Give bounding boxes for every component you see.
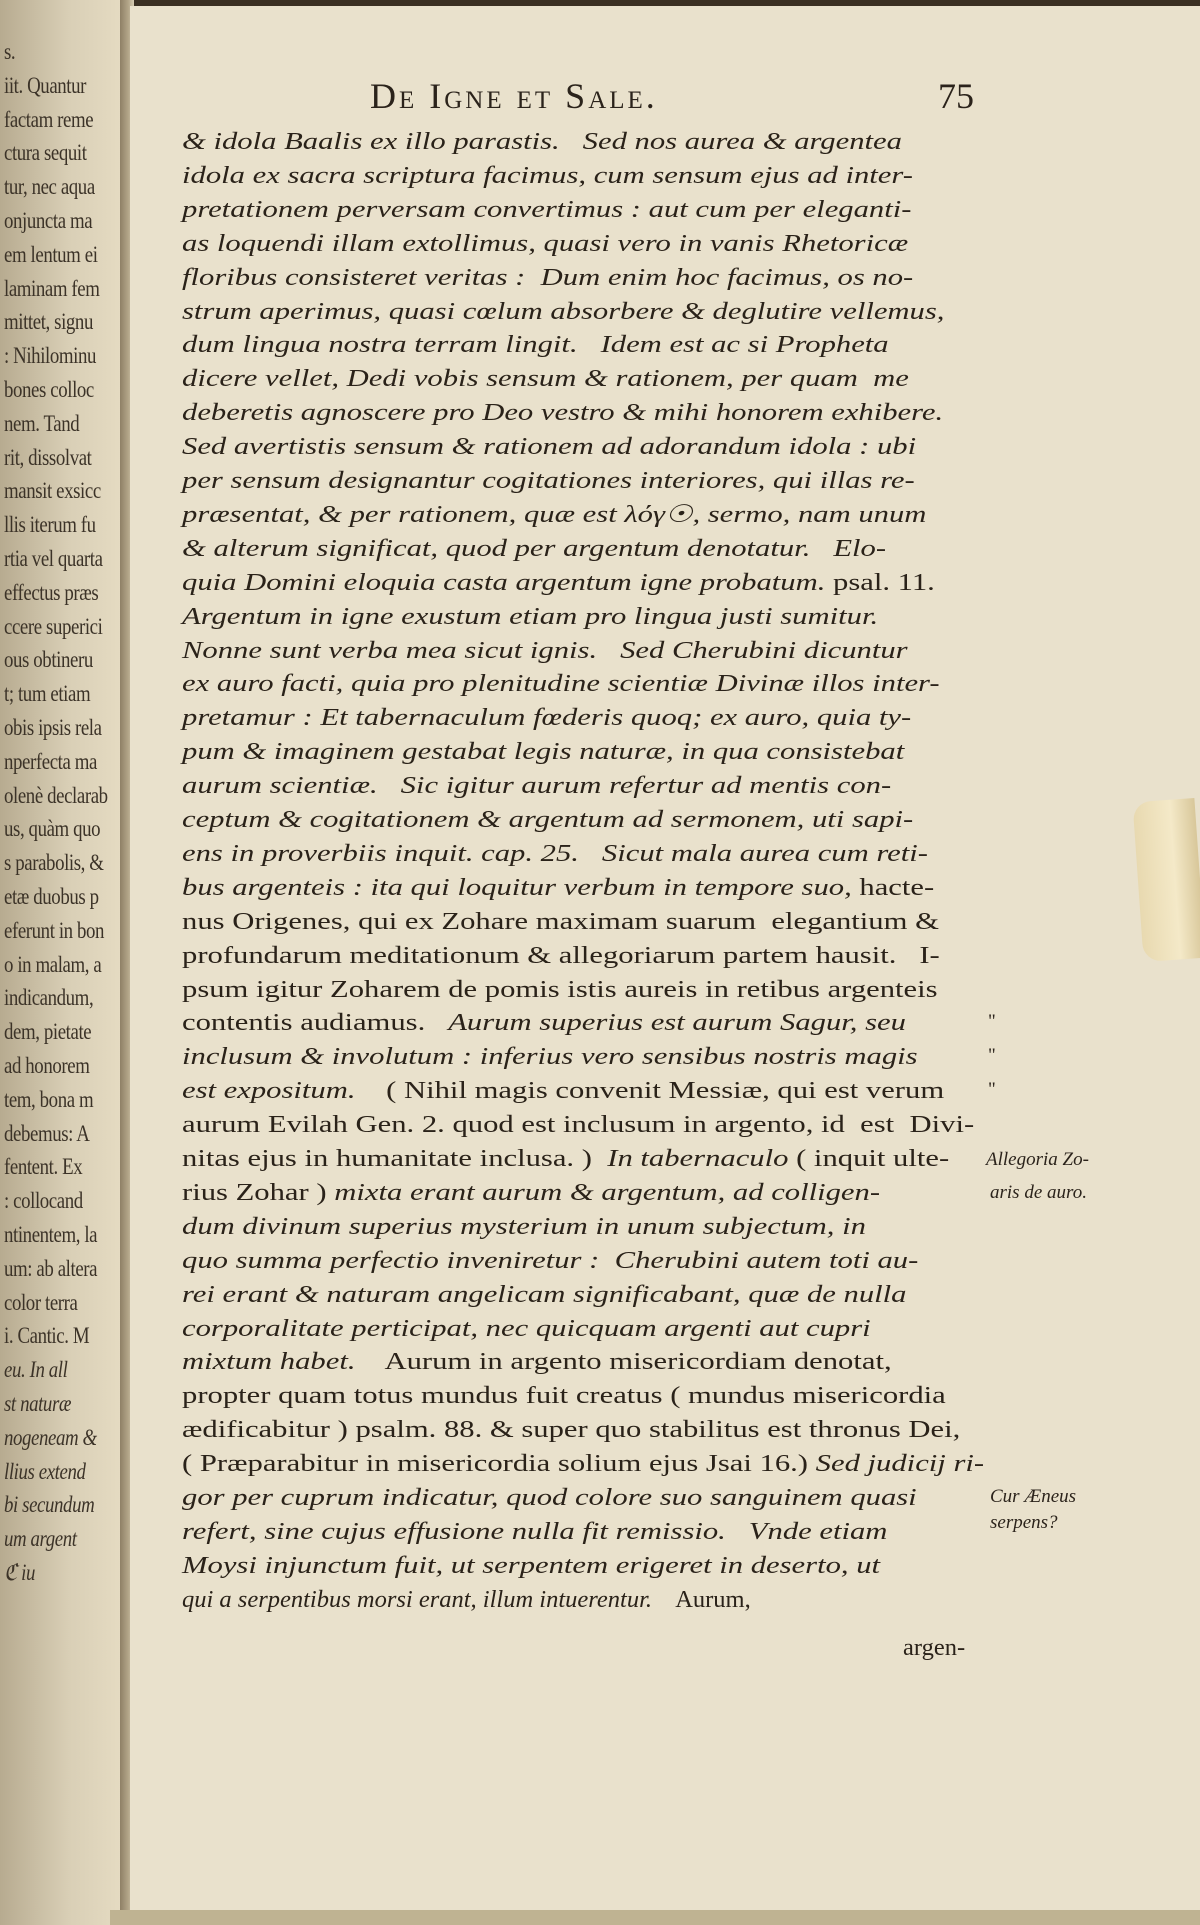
left-page-line: llis iterum fu — [4, 512, 96, 538]
text-line — [182, 740, 904, 765]
text-line — [182, 1212, 866, 1240]
text-line — [182, 297, 945, 325]
roman-text: profundarum meditationum & allegoriarum partem hausit. I- — [182, 941, 940, 969]
left-page-line: color terra — [4, 1289, 78, 1315]
roman-text: aurum Evilah Gen. 2. quod est inclusum in argento, id est Divi- — [182, 1111, 975, 1139]
text-line — [182, 263, 914, 291]
text-line — [182, 1551, 881, 1579]
italic-text: Sed avertistis sensum & rationem ad adorandum idola : ubi — [182, 433, 917, 461]
text-line — [182, 1585, 751, 1613]
italic-text: dum divinum superius mysterium in unum subjectum, in — [182, 1212, 866, 1240]
left-page-line: um argent — [4, 1526, 77, 1552]
italic-text: est expositum. — [182, 1077, 356, 1105]
italic-text: inclusum & involutum : inferius vero sensibus nostris magis — [182, 1043, 918, 1071]
text-line — [182, 401, 943, 426]
text-line — [182, 1384, 946, 1409]
left-page-line: st naturæ — [4, 1391, 72, 1416]
left-page-line: olenè declarab — [4, 782, 108, 808]
roman-text: nus Origenes, qui ex Zohare maximam suarum elegantium & — [182, 907, 939, 935]
italic-text: Argentum in igne exustum etiam pro lingua justi sumitur. — [182, 602, 879, 630]
quote-mark: " — [988, 1079, 996, 1100]
left-page-line: etæ duobus p — [4, 884, 99, 909]
left-page-line: s. — [4, 39, 16, 64]
left-page-line: laminam fem — [4, 275, 100, 301]
left-page-line: ℭ iu — [4, 1560, 36, 1585]
italic-text: pum & imaginem gestabat legis naturæ, in qua consistebat — [182, 738, 905, 766]
left-page-line: tem, bona m — [4, 1086, 94, 1112]
italic-text: quo summa perfectio inveniretur : Cherubini autem toti au- — [182, 1246, 919, 1274]
roman-text: hacte- — [851, 873, 935, 901]
text-line — [182, 1011, 906, 1036]
text-line — [182, 808, 913, 833]
text-line — [182, 672, 940, 697]
italic-text: Nonne sunt verba mea sicut ignis. Sed Cherubini dicuntur — [182, 636, 908, 664]
italic-text: Moysi injunctum fuit, ut serpentem erigeret in deserto, ut — [182, 1551, 881, 1579]
text-line — [182, 500, 927, 528]
italic-text: ens in proverbiis inquit. cap. 25. Sicut mala aurea cum reti- — [182, 839, 928, 867]
roman-text: ( inquit ulte- — [788, 1145, 950, 1172]
left-page-line: debemus: A — [4, 1120, 90, 1146]
roman-text: psum igitur Zoharem de pomis istis aureis in retibus argenteis — [182, 975, 938, 1003]
text-line — [182, 367, 909, 392]
text-line — [182, 1486, 917, 1511]
text-line — [182, 1280, 907, 1308]
italic-text: Aurum superius est aurum Sagur, seu — [448, 1009, 906, 1037]
left-page-line: o in malam, a — [4, 951, 102, 977]
left-page-line: mansit exsicc — [4, 478, 101, 504]
text-line — [182, 975, 938, 1003]
text-line — [182, 435, 916, 460]
italic-text: mixta erant aurum & argentum, ad colligen- — [334, 1178, 881, 1206]
italic-text: corporalitate perticipat, nec quicquam argenti aut cupri — [182, 1314, 871, 1342]
left-page-line: indicandum, — [4, 985, 94, 1011]
text-line — [182, 1079, 944, 1104]
italic-text: dum lingua nostra terram lingit. Idem est ac si Propheta — [182, 331, 889, 359]
page-number: 75 — [938, 76, 974, 116]
left-page-line: rtia vel quarta — [4, 546, 103, 571]
page-bottom-edge — [110, 1910, 1200, 1925]
roman-text: psal. 11. — [825, 568, 935, 596]
italic-text: mixtum habet. — [182, 1348, 356, 1376]
left-page-line: nem. Tand — [4, 410, 80, 436]
left-page-line: nperfecta ma — [4, 748, 97, 774]
text-line — [182, 195, 912, 223]
left-page-line: i. Cantic. M — [4, 1323, 90, 1349]
left-page-line: em lentum ei — [4, 241, 98, 267]
italic-text: pretationem perversam convertimus : aut cum per eleganti- — [182, 195, 912, 223]
italic-text: & alterum significat, quod per argentum denotatur. Elo- — [182, 534, 887, 562]
left-page-line: ad honorem — [4, 1053, 90, 1078]
text-line — [182, 534, 887, 562]
text-line — [182, 1350, 892, 1375]
text-line — [182, 1178, 881, 1206]
text-line — [182, 1147, 949, 1172]
italic-text: refert, sine cujus effusione nulla fit remissio. Vnde etiam — [182, 1517, 888, 1545]
running-head: De Igne et Sale. — [370, 76, 658, 116]
left-page-line: effectus præs — [4, 579, 99, 605]
text-line — [182, 774, 891, 799]
text-line — [182, 1452, 984, 1477]
left-page-line: nogeneam & — [4, 1424, 97, 1450]
left-page-line: ous obtineru — [4, 647, 93, 673]
italic-text: deberetis agnoscere pro Deo vestro & mihi honorem exhibere. — [182, 399, 944, 427]
italic-text: Sed judicij ri- — [808, 1450, 985, 1478]
text-line — [182, 1113, 974, 1138]
margin-note-aeneus: Cur Æneus — [990, 1486, 1077, 1507]
left-page-line: : collocand — [4, 1188, 83, 1214]
left-page-line: s parabolis, & — [4, 850, 104, 876]
roman-text: nitas ejus in humanitate inclusa. ) — [182, 1145, 608, 1172]
italic-text: as loquendi illam extollimus, quasi vero in vanis Rhetoricæ — [182, 229, 909, 257]
italic-text: præsentat, & per rationem, quæ est λόγ☉, sermo, nam unum — [182, 500, 927, 528]
margin-note-allegoria-2: aris de auro. — [990, 1182, 1087, 1203]
text-line — [182, 636, 908, 664]
roman-text: propter quam totus mundus fuit creatus ( mundus misericordia — [182, 1382, 946, 1410]
margin-note-allegoria: Allegoria Zo- — [986, 1149, 1089, 1170]
italic-text: quia Domini eloquia casta argentum igne probatum. — [182, 568, 826, 596]
left-page-line: iit. Quantur — [4, 72, 87, 98]
text-line — [182, 1517, 888, 1545]
text-line — [182, 229, 909, 257]
italic-text: pretamur : Et tabernaculum fœderis quoq; ex auro, quia ty- — [182, 704, 912, 732]
text-line — [182, 568, 935, 596]
left-page-line: rit, dissolvat — [4, 444, 92, 470]
italic-text: bus argenteis : ita qui loquitur verbum in tempore suo, — [182, 873, 852, 901]
text-line — [182, 839, 928, 867]
left-page-line: onjuncta ma — [4, 208, 93, 233]
italic-text: ex auro facti, quia pro plenitudine scientiæ Divinæ illos inter- — [182, 670, 940, 698]
italic-text: & idola Baalis ex illo parastis. Sed nos aurea & argentea — [182, 128, 902, 155]
left-page-line: eu. In all — [4, 1357, 68, 1383]
left-page-line: tur, nec aqua — [4, 174, 95, 200]
text-line — [182, 1314, 871, 1342]
left-page-line: us, quàm quo — [4, 816, 101, 842]
left-page-line: bones colloc — [4, 377, 94, 402]
text-line — [182, 1246, 919, 1274]
margin-note-serpens: serpens? — [990, 1512, 1058, 1533]
roman-text: rius Zohar ) — [182, 1178, 335, 1206]
text-line — [182, 469, 915, 494]
italic-text: In tabernaculo — [607, 1145, 789, 1172]
left-page-fragment — [0, 0, 126, 1925]
text-line — [182, 161, 913, 189]
left-page-line: ntinentem, la — [4, 1222, 98, 1247]
text-line — [182, 941, 940, 969]
text-line — [182, 130, 902, 155]
left-page-line: ccere superici — [4, 613, 103, 639]
roman-text: Aurum, — [652, 1585, 751, 1613]
roman-text: contentis audiamus. — [182, 1009, 449, 1037]
text-line — [182, 907, 939, 935]
italic-text: strum aperimus, quasi cœlum absorbere & deglutire vellemus, — [182, 297, 945, 325]
left-page-line: dem, pietate — [4, 1019, 92, 1045]
left-page-line: eferunt in bon — [4, 917, 105, 943]
left-page-line: um: ab altera — [4, 1255, 98, 1281]
text-line — [182, 602, 879, 630]
italic-text: ceptum & cogitationem & argentum ad sermonem, uti sapi- — [182, 806, 914, 833]
left-page-line: : Nihilominu — [4, 343, 97, 369]
roman-text: ( Præparabitur in misericordia solium ejus Jsai 16.) — [182, 1450, 809, 1478]
text-line — [182, 706, 911, 731]
left-page-line: mittet, signu — [4, 309, 93, 335]
italic-text: floribus consisteret veritas : Dum enim hoc facimus, os no- — [182, 263, 914, 291]
left-page-line: bi secundum — [4, 1492, 95, 1518]
left-page-line: fentent. Ex — [4, 1154, 83, 1180]
left-page-line: factam reme — [4, 106, 94, 132]
text-line — [182, 1045, 918, 1070]
roman-text: ( Nihil magis convenit Messiæ, qui est verum — [355, 1077, 945, 1105]
left-page-line: t; tum etiam — [4, 681, 91, 707]
italic-text: qui a serpentibus morsi erant, illum intuerentur. — [182, 1585, 653, 1613]
left-page-line: ctura sequit — [4, 140, 87, 166]
paper-tab — [1132, 798, 1200, 962]
italic-text: aurum scientiæ. Sic igitur aurum refertur ad mentis con- — [182, 772, 892, 800]
italic-text: dicere vellet, Dedi vobis sensum & rationem, per quam me — [182, 365, 909, 393]
italic-text: gor per cuprum indicatur, quod colore suo sanguinem quasi — [182, 1484, 917, 1511]
italic-text: per sensum designantur cogitationes interiores, qui illas re- — [182, 467, 915, 494]
left-page-line: llius extend — [4, 1458, 86, 1484]
text-line — [182, 873, 935, 901]
text-line — [182, 333, 889, 358]
left-page-line: obis ipsis rela — [4, 715, 102, 740]
quote-mark: " — [988, 1011, 996, 1032]
catchword: argen- — [903, 1634, 966, 1661]
roman-text: Aurum in argento misericordiam denotat, — [355, 1348, 892, 1376]
roman-text: ædificabitur ) psalm. 88. & super quo stabilitus est thronus Dei, — [182, 1416, 961, 1444]
italic-text: rei erant & naturam angelicam significabant, quæ de nulla — [182, 1280, 907, 1308]
italic-text: idola ex sacra scriptura facimus, cum sensum ejus ad inter- — [182, 161, 913, 189]
text-line — [182, 1418, 960, 1443]
quote-mark: " — [988, 1045, 996, 1066]
